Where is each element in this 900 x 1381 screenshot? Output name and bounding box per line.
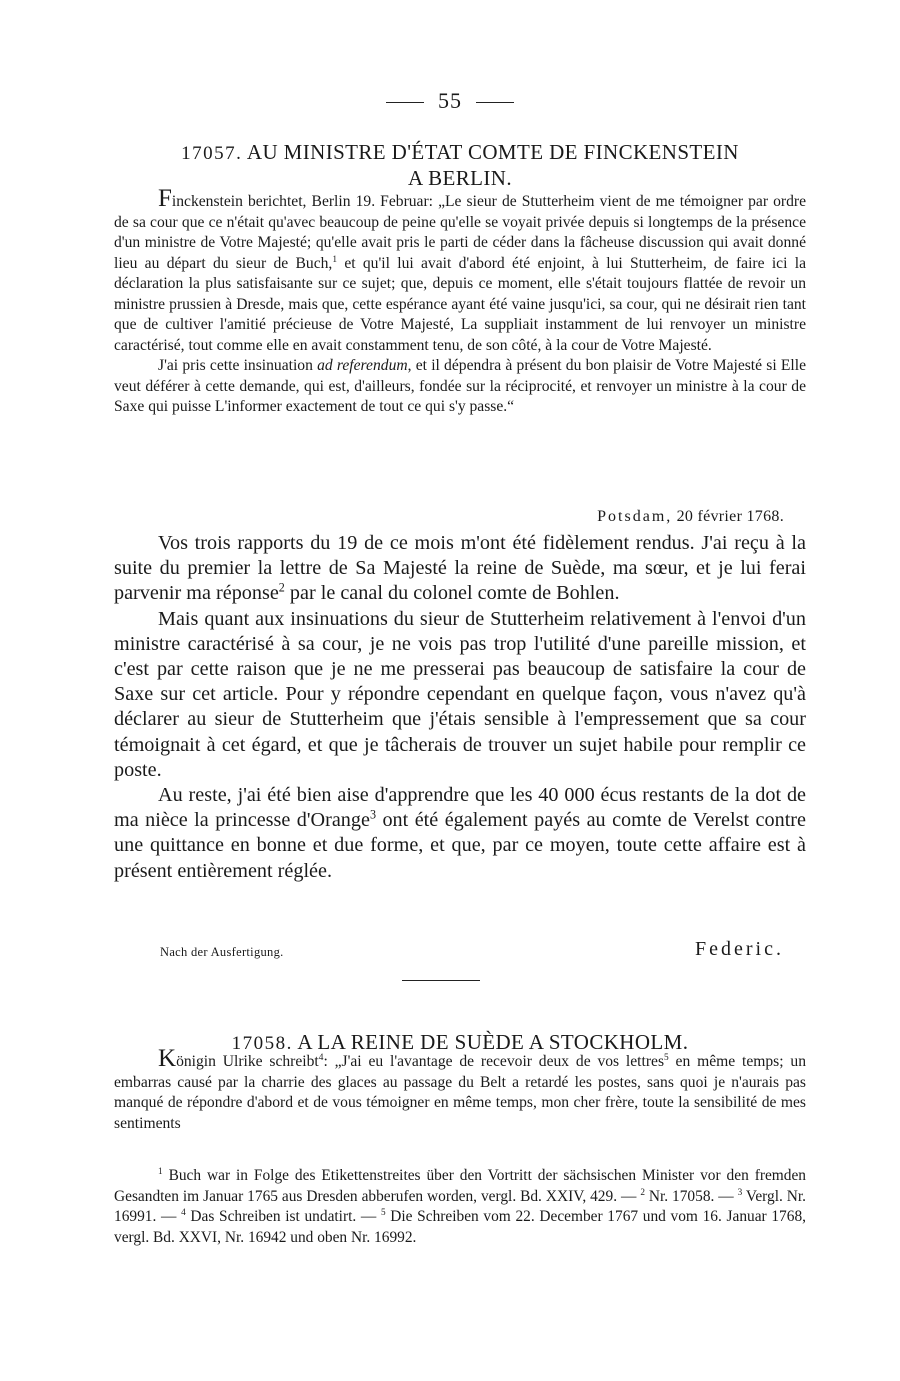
report-paragraph (114, 1045, 806, 1134)
footnote-mark: 1 (158, 1165, 163, 1176)
initial-letter: K (158, 1045, 177, 1072)
footnote-mark: 4 (181, 1207, 186, 1218)
date-text: 20 février 1768. (672, 508, 784, 525)
report-paragraph (114, 356, 806, 418)
footnotes (114, 1166, 806, 1248)
footnote-mark: 3 (737, 1186, 743, 1197)
letter-title-line1: AU MINISTRE D'ÉTAT COMTE DE FINCKENSTEIN (246, 140, 739, 164)
page-header (0, 88, 900, 114)
letter-body (114, 531, 806, 884)
footnote-text: Buch war in Folge des Etikettenstreites über den Vortritt der sächsischen Minister vor den fremden Gesandten im Januar 1765 aus Dresden abberufen worden, vergl. Bd. XXIV, 429. — (114, 1167, 806, 1205)
page-number: 55 (438, 88, 462, 113)
source-note: Nach der Ausfertigung. (160, 945, 284, 959)
footnote-ref: 2 (278, 580, 285, 595)
report-paragraph (114, 185, 806, 356)
signature-row (160, 938, 784, 964)
report-text: , et il dépendra à présent du bon plaisir de Votre Majesté si Elle veut déférer à cette demande, qui est, d'ailleurs, fondée sur la réciprocité, et renvoyer un ministre à la cour de Saxe qui puisse L'informer exactement de tout ce qui s'y passe.“ (114, 357, 806, 415)
date-place: Potsdam, (597, 508, 673, 525)
dateline (114, 508, 784, 526)
footnote-ref: 3 (369, 807, 376, 822)
body-text: par le canal du colonel comte de Bohlen. (284, 582, 620, 605)
footnote-text: Nr. 17058. — (644, 1187, 738, 1205)
section-divider (402, 980, 480, 981)
report-text: inckenstein berichtet, Berlin 19. Februar: „Le sieur de Stutterheim vient de me témoigner par ordre de sa cour que ce n'était qu'avec beaucoup de peine qu'elle se voyait privée depuis si longtemps de la présence d'un ministre de Votre Majesté; qu'elle avait pris le parti de céder dans la fâcheuse discussion qui avait donné lieu au départ du sieur de Buch, (114, 193, 806, 272)
body-text: Vos trois rapports du 19 de ce mois m'ont été fidèlement rendus. J'ai reçu à la suite du premier la lettre de Sa Majesté la reine de Suède, ma sœur, et je lui ferai parvenir ma réponse (114, 532, 806, 605)
header-dash-right (476, 102, 514, 103)
report-text: J'ai pris cette insinuation (158, 357, 318, 374)
letter-number: 17057. (181, 143, 243, 164)
header-dash-left (386, 102, 424, 103)
body-paragraph (114, 607, 806, 783)
footnote-ref: 4 (318, 1052, 324, 1063)
letter-title (110, 140, 810, 190)
footnote-mark: 5 (380, 1207, 386, 1218)
report-text: önigin Ulrike schreibt (176, 1053, 319, 1070)
report-text: : „J'ai eu l'avantage de recevoir deux de vos lettres (323, 1053, 665, 1070)
report-summary (114, 185, 806, 418)
body-text: Au reste, j'ai été bien aise d'apprendre que les 40 000 écus restants de la dot de ma nièce la princesse d'Orange (114, 784, 806, 832)
report-text: et qu'il lui avait d'abord été enjoint, à lui Stutterheim, de faire ici la déclaration la plus satisfaisante sur ce sujet; que, depuis ce moment, elle s'était toujours flattée de revoir un ministre prussien à Dresde, mais que, cette espérance ayant été vaine jusqu'ici, sa cour, qui ne désirait rien tant que de cultiver l'amitié précieuse de Votre Majesté, La suppliait instamment de lui renvoyer un ministre caractérisé, tout comme elle en avait constamment tenu, de son côté, à la cour de Votre Majesté. (114, 254, 806, 354)
footnote-mark: 2 (640, 1186, 645, 1197)
report-summary (114, 1045, 806, 1134)
signature: Federic. (695, 938, 784, 960)
letter-title-line2: A BERLIN. (408, 166, 512, 190)
footnote-text: Das Schreiben ist undatirt. — (185, 1208, 381, 1226)
footnote-text: Vergl. Nr. 16991. — (114, 1187, 807, 1226)
footnote-text: Die Schreiben vom 22. December 1767 und vom 16. Januar 1768, vergl. Bd. XXVI, Nr. 16942 und oben Nr. 16992. (114, 1208, 806, 1246)
footnote-paragraph (114, 1166, 806, 1248)
report-text: en même temps; un embarras causé par la charrie des glaces au passage du Belt a retardé les postes, sans quoi je n'aurais pas manqué de répondre d'abord et de vous témoigner en même temps, mon cher frère, toute la sensibilité de mes sentiments (114, 1053, 806, 1132)
footnote-ref: 1 (332, 254, 338, 265)
footnote-ref: 5 (664, 1052, 669, 1063)
body-text: Mais quant aux insinuations du sieur de Stutterheim relativement à l'envoi d'un ministre caractérisé à sa cour, je ne vois pas trop l'utilité d'une pareille mission, et c'est par cette raison que je ne me presserai pas beaucoup de satisfaire la cour de Saxe sur cet article. Pour y répondre cependant en quelque façon, vous n'avez qu'à déclarer au sieur de Stutterheim que j'étais sensible à l'empressement que sa cour témoignait à cet égard, et que je tâcherais de trouver un sujet habile pour remplir ce poste. (114, 607, 806, 781)
body-text: ont été également payés au comte de Verelst contre une quittance en bonne et due forme, et que, par ce moyen, toute cette affaire est à présent entièrement réglée. (114, 809, 806, 882)
italic-phrase: ad referendum (317, 357, 408, 374)
letter-title-line1: A LA REINE DE SUÈDE A STOCKHOLM. (297, 1030, 689, 1054)
initial-letter: F (158, 185, 172, 212)
letter-number: 17058. (231, 1033, 293, 1054)
body-paragraph (114, 531, 806, 607)
body-paragraph (114, 783, 806, 884)
